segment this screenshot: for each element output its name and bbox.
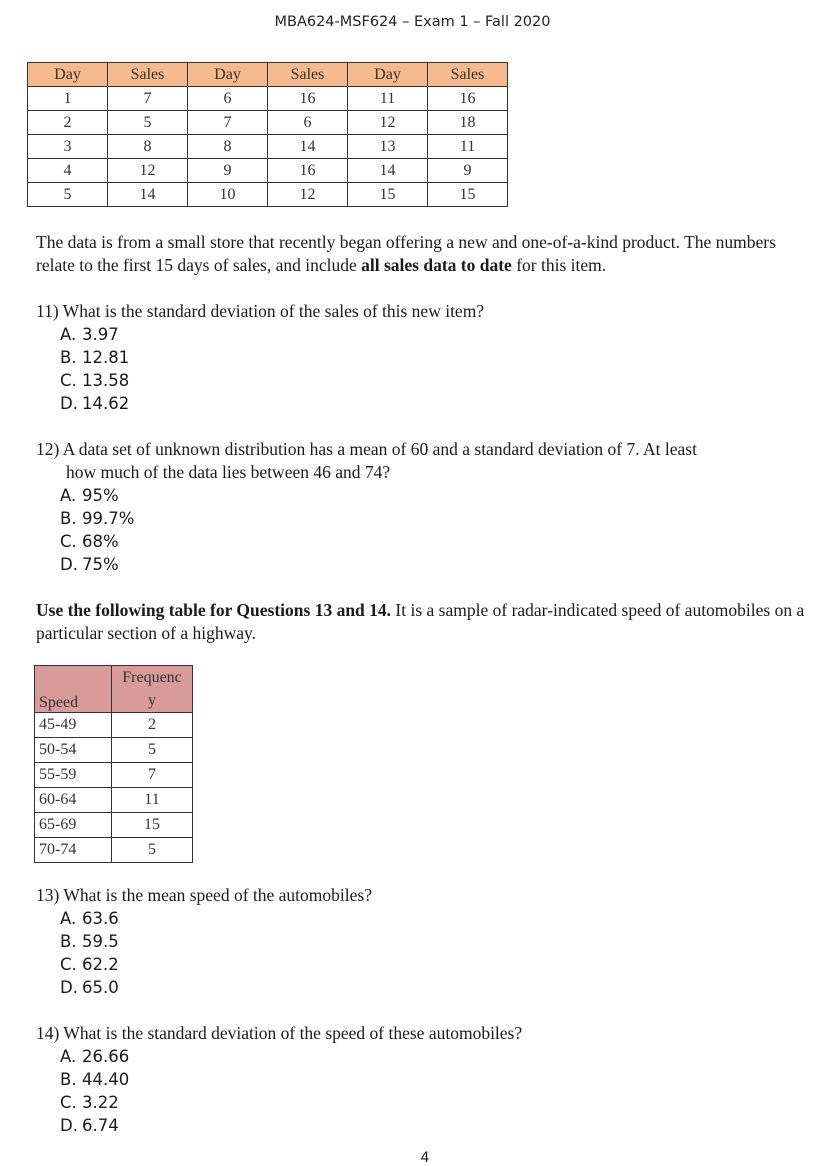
option-letter: C. (60, 1093, 77, 1112)
question-stem: 12) A data set of unknown distribution has a mean of 60 and a standard deviation of 7. At least (36, 439, 697, 459)
option-letter: D. (60, 394, 78, 413)
table-cell: 16 (268, 159, 348, 183)
intro-paragraph (36, 231, 816, 277)
table-cell: 10 (188, 183, 268, 207)
option-text: 3.97 (82, 325, 119, 344)
table-row (28, 87, 508, 111)
page-header: MBA624-MSF624 – Exam 1 – Fall 2020 (274, 14, 551, 30)
column-header-frequency (112, 666, 193, 713)
answer-option (60, 507, 816, 530)
table-intro-text: It is a sample of radar-indicated speed of automobiles on a particular section of a highway. (36, 600, 805, 643)
option-text: 59.5 (82, 932, 119, 951)
option-letter: B. (60, 348, 77, 367)
option-letter: C. (60, 371, 77, 390)
table-cell: 70-74 (35, 838, 112, 863)
answer-option (60, 553, 816, 576)
answer-option (60, 530, 816, 553)
answer-option (60, 1114, 816, 1137)
header-line: y (148, 692, 156, 709)
table-row (35, 813, 193, 838)
intro-bold-text: all sales data to date (361, 255, 512, 275)
option-text: 68% (82, 532, 119, 551)
option-text: 75% (82, 555, 119, 574)
table-cell: 5 (112, 738, 193, 763)
table-cell: 2 (28, 111, 108, 135)
option-text: 13.58 (82, 371, 130, 390)
table-cell: 8 (108, 135, 188, 159)
table-cell: 1 (28, 87, 108, 111)
question-11 (36, 300, 816, 415)
option-letter: C. (60, 532, 77, 551)
question-stem: 13) What is the mean speed of the automobiles? (36, 885, 372, 905)
table-cell: 12 (268, 183, 348, 207)
column-header: Sales (268, 63, 348, 87)
option-text: 65.0 (82, 978, 119, 997)
table-cell: 15 (112, 813, 193, 838)
option-text: 99.7% (82, 509, 135, 528)
table-cell: 15 (428, 183, 508, 207)
table-cell: 4 (28, 159, 108, 183)
question-12 (36, 438, 816, 576)
intro-text-end: for this item. (511, 255, 607, 275)
table-cell: 50-54 (35, 738, 112, 763)
table-cell: 14 (268, 135, 348, 159)
answer-option (60, 907, 816, 930)
option-letter: A. (60, 909, 77, 928)
option-text: 14.62 (82, 394, 130, 413)
sales-table (27, 62, 508, 207)
table-cell: 11 (348, 87, 428, 111)
table-cell: 7 (108, 87, 188, 111)
table-row (35, 763, 193, 788)
option-text: 63.6 (82, 909, 119, 928)
option-letter: A. (60, 486, 77, 505)
header-line: Frequenc (122, 669, 182, 686)
table-cell: 16 (268, 87, 348, 111)
table-row (28, 111, 508, 135)
question-stem: 14) What is the standard deviation of the speed of these automobiles? (36, 1023, 523, 1043)
table-intro-paragraph (36, 599, 816, 645)
table-cell: 12 (108, 159, 188, 183)
option-text: 3.22 (82, 1093, 119, 1112)
table-cell: 14 (108, 183, 188, 207)
table-row (28, 135, 508, 159)
table-row (35, 788, 193, 813)
table-cell: 6 (188, 87, 268, 111)
table-cell: 9 (188, 159, 268, 183)
table-cell: 5 (108, 111, 188, 135)
table-cell: 5 (28, 183, 108, 207)
column-header: Day (348, 63, 428, 87)
option-letter: D. (60, 555, 78, 574)
table-cell: 11 (428, 135, 508, 159)
column-header: Sales (428, 63, 508, 87)
page-number: 4 (420, 1150, 430, 1166)
table-cell: 18 (428, 111, 508, 135)
table-cell: 9 (428, 159, 508, 183)
option-text: 95% (82, 486, 119, 505)
table-row (28, 183, 508, 207)
table-cell: 11 (112, 788, 193, 813)
intro-text: The data is from a small store that recently began offering a new and one-of-a-kind product. The numbers relate to the first 15 days of sales, and include (36, 232, 776, 275)
table-cell: 60-64 (35, 788, 112, 813)
table-header-row (28, 63, 508, 87)
question-13 (36, 884, 816, 999)
table-cell: 12 (348, 111, 428, 135)
table-cell: 5 (112, 838, 193, 863)
table-cell: 16 (428, 87, 508, 111)
option-letter: C. (60, 955, 77, 974)
table-intro-bold: Use the following table for Questions 13 and 14. (36, 600, 392, 620)
table-row (35, 713, 193, 738)
table-cell: 8 (188, 135, 268, 159)
table-cell: 2 (112, 713, 193, 738)
option-text: 6.74 (82, 1116, 119, 1135)
option-letter: B. (60, 932, 77, 951)
table-cell: 65-69 (35, 813, 112, 838)
answer-option (60, 953, 816, 976)
answer-option (60, 1045, 816, 1068)
table-row (35, 738, 193, 763)
option-text: 44.40 (82, 1070, 130, 1089)
option-text: 62.2 (82, 955, 119, 974)
column-header-speed: Speed (35, 666, 112, 713)
option-text: 26.66 (82, 1047, 130, 1066)
option-letter: D. (60, 978, 78, 997)
question-stem-continued: how much of the data lies between 46 and 74? (66, 462, 391, 482)
answer-option (60, 369, 816, 392)
answer-option (60, 484, 816, 507)
answer-option (60, 323, 816, 346)
table-header-row (35, 666, 193, 713)
answer-option (60, 1091, 816, 1114)
answer-option (60, 976, 816, 999)
table-cell: 7 (188, 111, 268, 135)
column-header: Day (188, 63, 268, 87)
table-cell: 13 (348, 135, 428, 159)
speed-frequency-table (34, 665, 193, 863)
option-letter: D. (60, 1116, 78, 1135)
answer-option (60, 1068, 816, 1091)
answer-option (60, 346, 816, 369)
question-stem: 11) What is the standard deviation of the sales of this new item? (36, 301, 485, 321)
table-cell: 6 (268, 111, 348, 135)
table-cell: 45-49 (35, 713, 112, 738)
question-14 (36, 1022, 816, 1137)
option-letter: B. (60, 509, 77, 528)
option-letter: B. (60, 1070, 77, 1089)
table-cell: 3 (28, 135, 108, 159)
option-text: 12.81 (82, 348, 130, 367)
answer-option (60, 392, 816, 415)
answer-option (60, 930, 816, 953)
table-cell: 15 (348, 183, 428, 207)
table-row (28, 159, 508, 183)
table-cell: 14 (348, 159, 428, 183)
table-row (35, 838, 193, 863)
column-header: Sales (108, 63, 188, 87)
option-letter: A. (60, 325, 77, 344)
column-header: Day (28, 63, 108, 87)
option-letter: A. (60, 1047, 77, 1066)
table-cell: 55-59 (35, 763, 112, 788)
table-cell: 7 (112, 763, 193, 788)
